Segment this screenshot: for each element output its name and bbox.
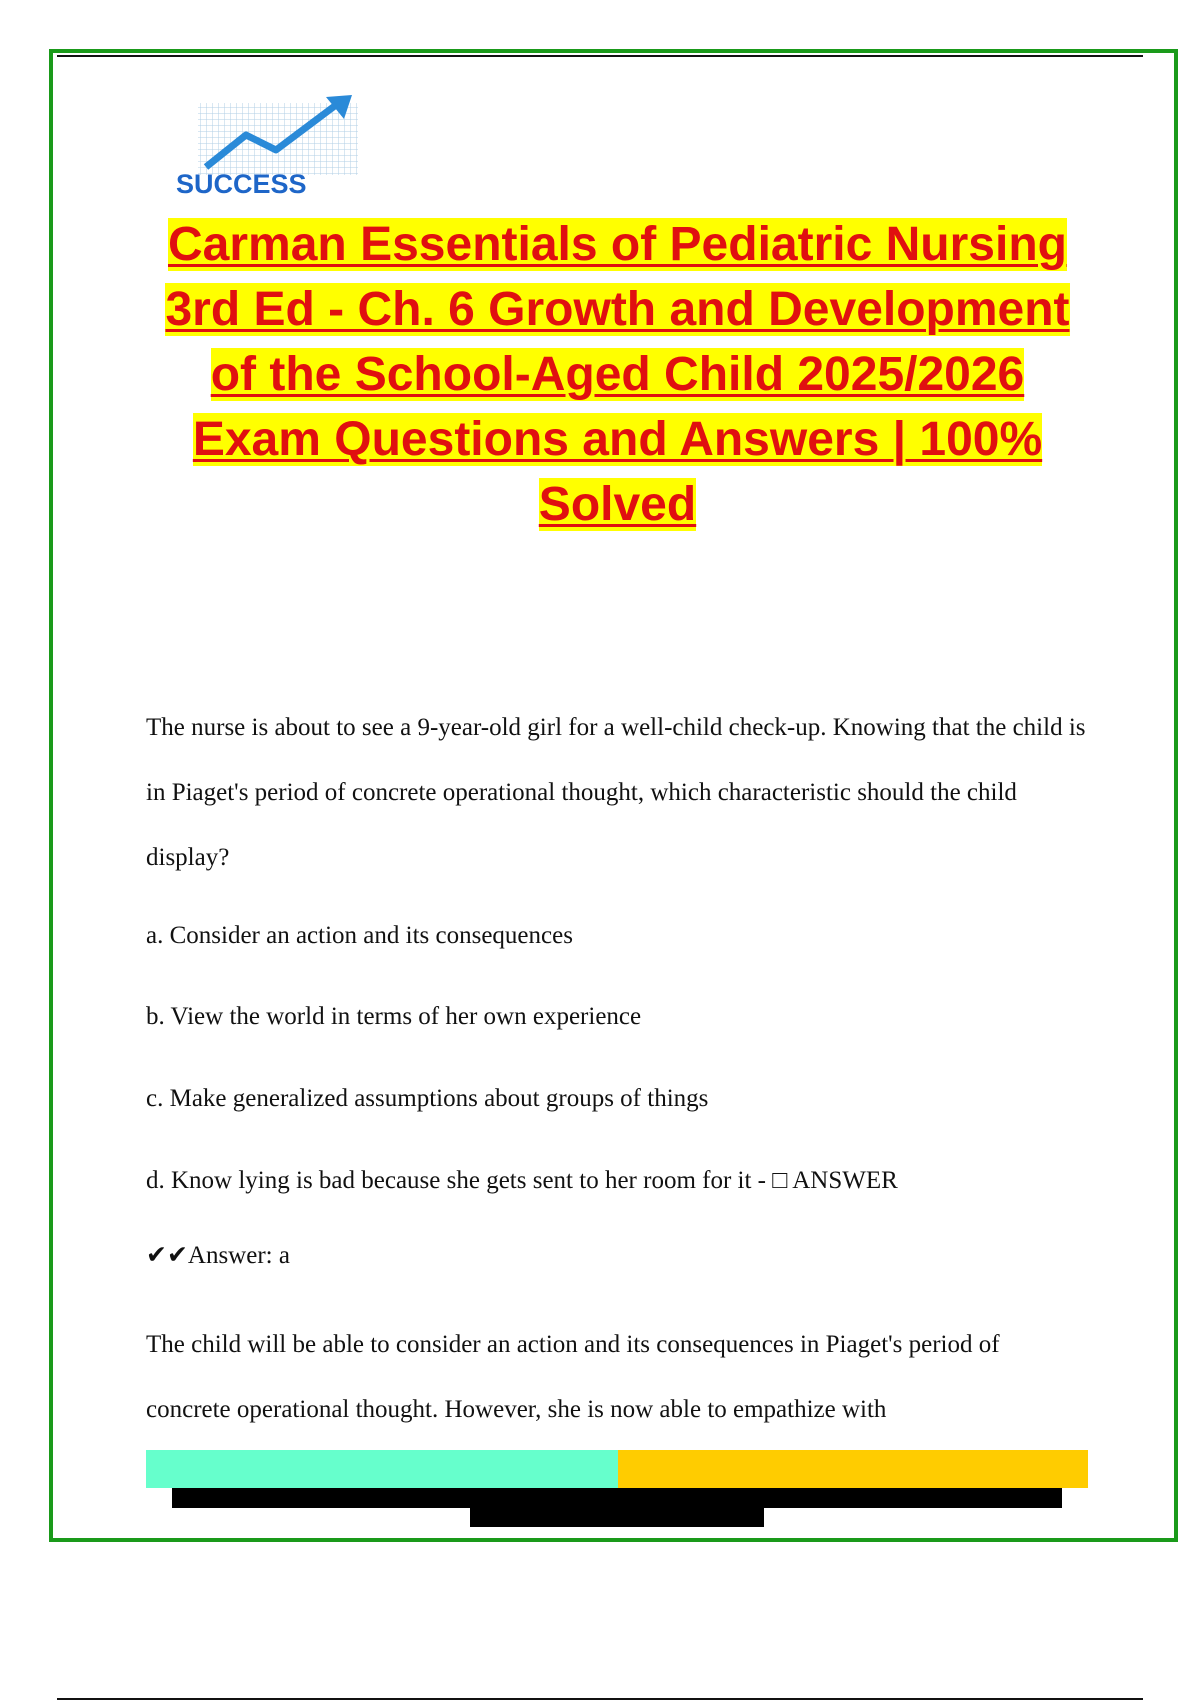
title-line: Solved bbox=[538, 478, 697, 531]
redaction-bar bbox=[470, 1508, 764, 1527]
trend-arrow-icon bbox=[176, 95, 376, 175]
rationale: The child will be able to consider an action and its consequences in Piaget's period of concrete operational thought. However, she is now able to empathize with bbox=[146, 1331, 1000, 1423]
logo-text: SUCCESS bbox=[176, 169, 307, 199]
title-line: Carman Essentials of Pediatric Nursing bbox=[168, 218, 1067, 271]
document-title bbox=[140, 212, 1095, 537]
success-logo bbox=[176, 95, 376, 205]
answer-label: ✔✔Answer: a bbox=[146, 1242, 290, 1269]
preview-bar-right bbox=[618, 1450, 1088, 1488]
option-c: c. Make generalized assumptions about groups of things bbox=[146, 1085, 709, 1112]
redaction-bar bbox=[172, 1488, 1062, 1508]
top-rule bbox=[57, 55, 1143, 57]
question-stem: The nurse is about to see a 9-year-old girl for a well-child check-up. Knowing that the child is in Piaget's period of concrete operational thought, which characteristic should the child display? bbox=[146, 714, 1086, 871]
title-line: Exam Questions and Answers | 100% bbox=[192, 413, 1043, 466]
title-line: of the School-Aged Child 2025/2026 bbox=[210, 348, 1025, 401]
option-b: b. View the world in terms of her own experience bbox=[146, 1003, 642, 1030]
title-line: 3rd Ed - Ch. 6 Growth and Development bbox=[165, 283, 1070, 336]
option-a: a. Consider an action and its consequences bbox=[146, 922, 573, 949]
preview-bar-left bbox=[146, 1450, 618, 1488]
option-d: d. Know lying is bad because she gets sent to her room for it - □ ANSWER bbox=[146, 1167, 898, 1194]
